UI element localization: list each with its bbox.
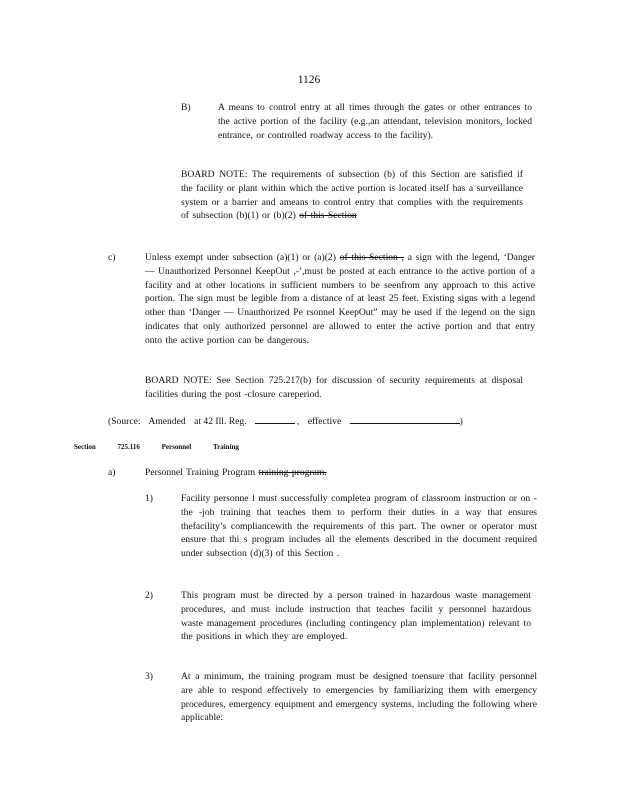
item-3-label: 3) — [145, 671, 153, 682]
register-blank — [255, 414, 295, 424]
source-close: ) — [459, 416, 463, 427]
item-1-text: Facility personne l must successfully completea program of classroom instruction or on -the -job training that teaches them to perform their duties in a way that ensures thefacility’s compliancewith the requirements of this part. The owner or operator must ensure that thi s program includes all the elements described in the document required under subsection (d)(3) of this Section . — [181, 493, 537, 560]
item-c-struck: of this Section , — [339, 252, 404, 263]
section-heading — [74, 443, 259, 451]
item-a-struck: training program. — [258, 467, 327, 478]
source-comma: , — [297, 416, 300, 427]
item-2-text: This program must be directed by a person trained in hazardous waste management procedures, and must include instruction that teaches facilit y personnel hazardous waste management procedures (including contingency plan implementation) relevant to the positions in which they are employed. — [181, 590, 531, 643]
effective-date-blank — [350, 414, 460, 424]
item-1-label: 1) — [145, 493, 153, 504]
section-title-1: Personnel — [161, 443, 192, 451]
section-label: Section — [74, 443, 96, 451]
item-b-text: A means to control entry at all times through the gates or other entrances to the active portion of the facility (e.g.,an attendant, television monitors, locked entrance, or controlled roadway access to the facility). — [218, 102, 532, 141]
item-c-post: a sign with the legend, ‘Danger — Unauthorized Personnel KeepOut ,-’,must be posted at each entrance to the active portion of a facility and at other locations in sufficient numbers to be seenfrom any approach to this active portion. The sign must be legible from a distance of at least 25 feet. Existing signs with a legend other than ‘Danger — Unauthorized Pe rsonnel KeepOut” may be used if the legend on the sign indicates that only authorized personnel are allowed to enter the active portion and that entry onto the active portion can be dangerous. — [145, 252, 535, 346]
source-open: (Source: — [108, 416, 141, 427]
source-at: at 42 Ill. Reg. — [194, 416, 247, 427]
board-note-1-text: BOARD NOTE: The requirements of subsection (b) of this Section are satisfied if the facility or plant within which the active portion is located itself has a surveillance system or a barrier and ameans to control entry that complies with the requirements of subsection (b)(1) or (b)(2) — [181, 169, 523, 222]
source-line — [108, 414, 469, 427]
item-c-pre: Unless exempt under subsection (a)(1) or (a)(2) — [145, 252, 336, 263]
item-a-title: Personnel Training Program — [145, 467, 256, 478]
board-note-2: BOARD NOTE: See Section 725.217(b) for discussion of security requirements at disposal facilities during the post -closure careperiod. — [145, 375, 523, 400]
item-2-label: 2) — [145, 590, 153, 601]
item-a-label: a) — [108, 467, 116, 478]
board-note-1 — [181, 168, 523, 223]
item-c-text — [145, 251, 535, 348]
source-amended: Amended — [148, 416, 186, 427]
item-b-label: B) — [181, 102, 191, 113]
section-title-2: Training — [212, 443, 239, 451]
page-number: 1126 — [297, 74, 321, 86]
item-3-text: At a minimum, the training program must be designed toensure that facility personnel are able to respond effectively to emergencies by familiarizing them with emergency procedures, emergency equipment and emergency systems, including the following where applicable: — [181, 671, 537, 724]
item-c-label: c) — [108, 252, 116, 263]
source-effective: effective — [307, 416, 342, 427]
board-note-1-struck: of this Section — [299, 210, 357, 222]
item-a-text — [145, 466, 535, 480]
section-number: 725.116 — [117, 443, 140, 451]
